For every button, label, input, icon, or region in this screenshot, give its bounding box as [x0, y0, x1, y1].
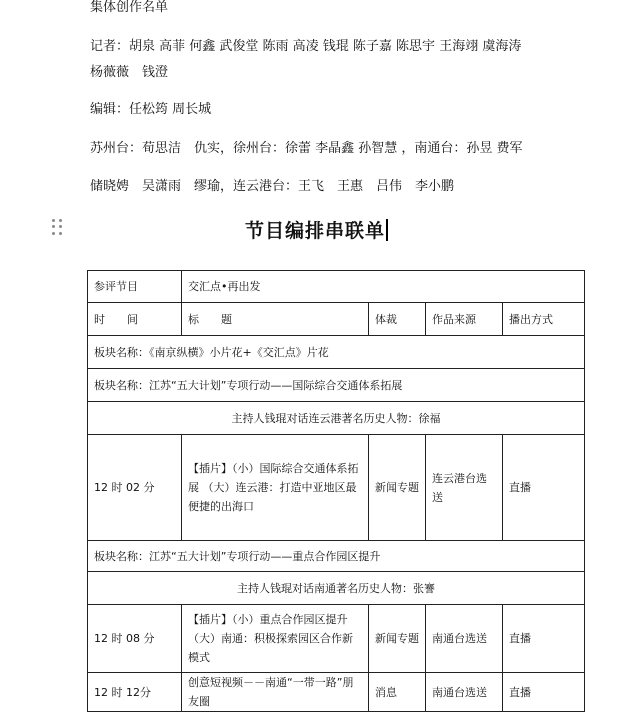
credits-title: 集体创作名单 [90, 0, 169, 15]
host-label: 主持人钱琨对话南通著名历史人物：张謇 [88, 572, 585, 605]
stations-line-continued: 储晓娉 吴潇雨 缪瑜，连云港台：王飞 王惠 吕伟 李小鹏 [90, 179, 455, 194]
program-time: 12 时 08 分 [88, 605, 182, 673]
program-title: 【插片】（小）重点合作园区提升 （大）南通：积极探索园区合作新模式 [182, 605, 369, 673]
program-broadcast: 直播 [503, 605, 585, 673]
program-genre: 新闻专题 [369, 605, 426, 673]
header-row [88, 303, 585, 336]
program-title: 创意短视频－－南通“一带一路”朋友圈 [182, 673, 369, 712]
stations-line: 苏州台：荀思洁 仇实，徐州台：徐蕾 李晶鑫 孙智慧 ，南通台：孙昱 费军 [90, 141, 523, 156]
program-broadcast: 直播 [503, 673, 585, 712]
program-title: 【插片】（小）国际综合交通体系拓展 （大）连云港：打造中亚地区最便捷的出海口 [182, 435, 369, 541]
text-cursor [386, 219, 388, 241]
host-label: 主持人钱琨对话连云港著名历史人物：徐福 [88, 402, 585, 435]
program-time: 12 时 12分 [88, 673, 182, 712]
editors-line: 编辑：任松筠 周长城 [90, 102, 212, 117]
program-row [88, 435, 585, 541]
reporters-line-continued: 杨薇薇 钱澄 [90, 65, 169, 80]
program-row [88, 673, 585, 712]
column-header-title: 标 题 [182, 303, 369, 336]
program-source: 南通台选送 [426, 605, 503, 673]
program-time: 12 时 02 分 [88, 435, 182, 541]
section-row [88, 369, 585, 402]
column-header-time: 时 间 [88, 303, 182, 336]
host-row [88, 572, 585, 605]
program-row [88, 605, 585, 673]
section-row [88, 541, 585, 572]
section-row [88, 336, 585, 369]
reporters-line: 记者：胡泉 高菲 何鑫 武俊堂 陈雨 高凌 钱琨 陈子嘉 陈思宇 王海翊 虞海涛 [90, 39, 522, 54]
program-genre: 消息 [369, 673, 426, 712]
program-genre: 新闻专题 [369, 435, 426, 541]
document-heading[interactable] [0, 216, 633, 243]
heading-text: 节目编排串联单 [244, 220, 385, 242]
program-source: 连云港台选送 [426, 435, 503, 541]
column-header-source: 作品来源 [426, 303, 503, 336]
schedule-table [87, 270, 585, 712]
entry-row [88, 271, 585, 303]
program-broadcast: 直播 [503, 435, 585, 541]
section-label: 板块名称：《南京纵横》小片花+《交汇点》片花 [88, 336, 585, 369]
section-label: 板块名称：江苏“五大计划”专项行动——重点合作园区提升 [88, 541, 585, 572]
column-header-genre: 体裁 [369, 303, 426, 336]
host-row [88, 402, 585, 435]
entry-value: 交汇点•再出发 [182, 271, 585, 303]
section-label: 板块名称：江苏“五大计划”专项行动——国际综合交通体系拓展 [88, 369, 585, 402]
entry-label: 参评节目 [88, 271, 182, 303]
program-source: 南通台选送 [426, 673, 503, 712]
column-header-broadcast: 播出方式 [503, 303, 585, 336]
